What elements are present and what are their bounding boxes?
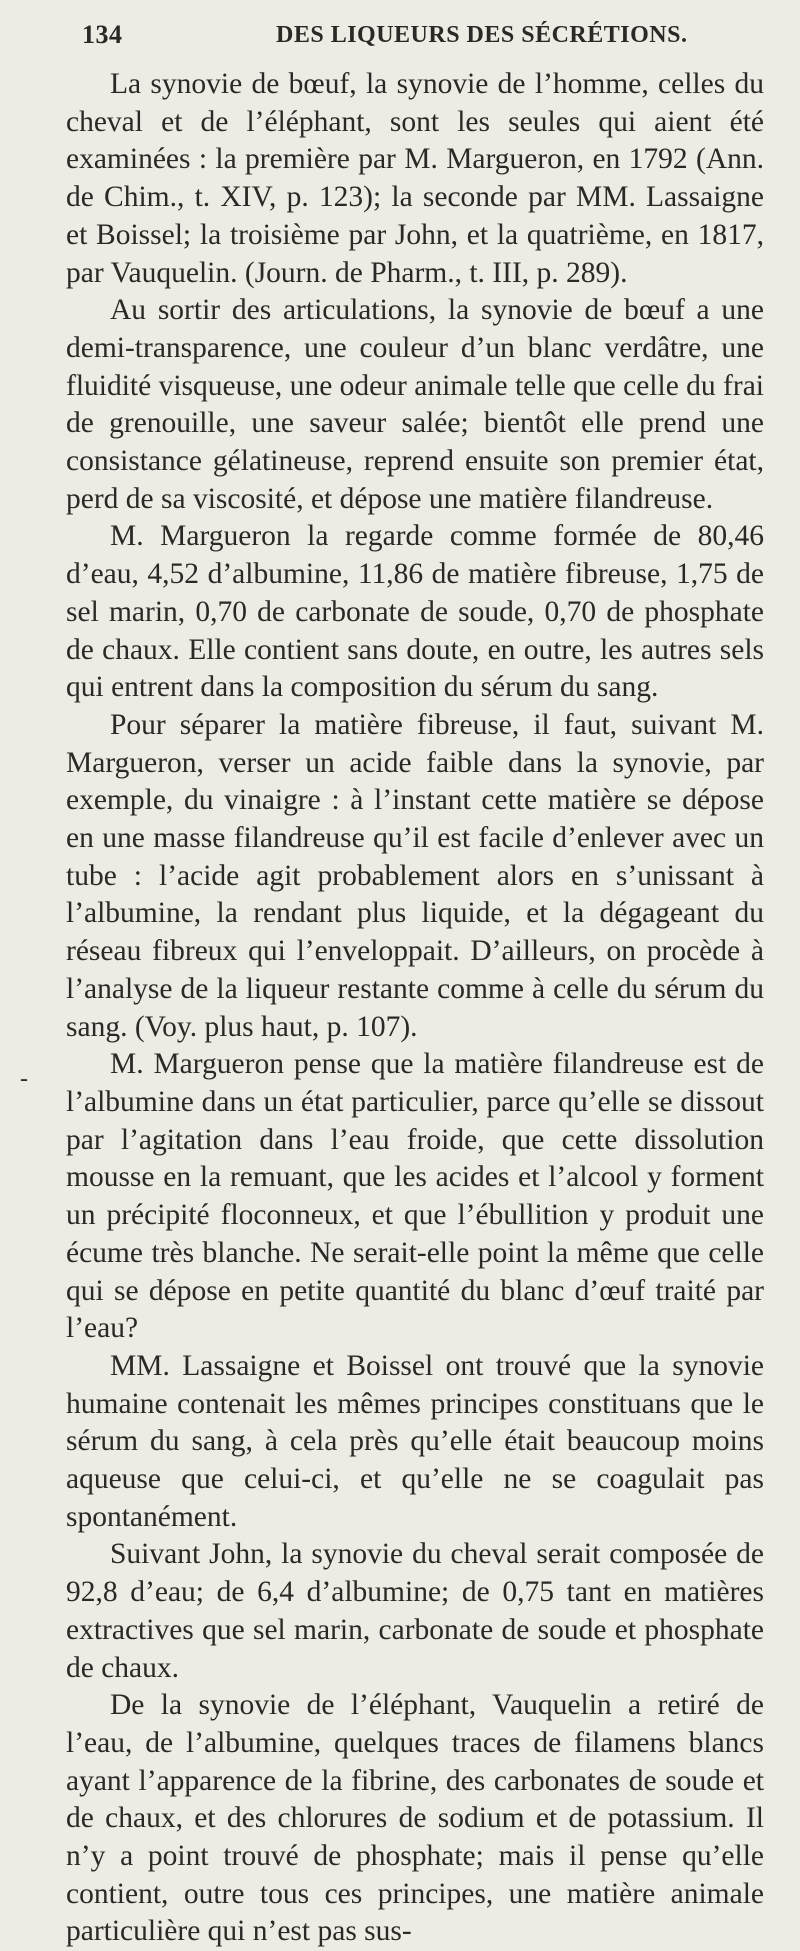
- page-number: 134: [82, 20, 123, 49]
- paragraph: De la synovie de l’éléphant, Vauquelin a retiré de l’eau, de l’albumine, quelques traces de filamens blancs ayant l’apparence de la fibrine, des carbonates de soude et de chaux, et des chlorures de sodium et de potassium. Il n’y a point trouvé de phosphate; mais il pense qu’elle contient, outre tous ces principes, une matière animale particulière qui n’est pas sus-: [66, 1689, 764, 1948]
- body-text: [66, 66, 764, 1951]
- paragraph: La synovie de bœuf, la synovie de l’homme, celles du cheval et de l’éléphant, sont les seules qui aient été examinées : la première par M. Margueron, en 1792 (Ann. de Chim., t. XIV, p. 123); la seconde par MM. Lassaigne et Boissel; la troisième par John, et la quatrième, en 1817, par Vauquelin. (Journ. de Pharm., t. III, p. 289).: [66, 68, 764, 289]
- book-page: [0, 20, 800, 1948]
- margin-mark: -: [20, 1066, 28, 1092]
- running-title: DES LIQUEURS DES SÉCRÉTIONS.: [276, 22, 688, 48]
- paragraph: MM. Lassaigne et Boissel ont trouvé que la synovie humaine contenait les mêmes principes constituans que le sérum du sang, à cela près qu’elle était beaucoup moins aqueuse que celui-ci, et qu’elle ne se coagulait pas spontanément.: [66, 1349, 764, 1533]
- paragraph: M. Margueron la regarde comme formée de 80,46 d’eau, 4,52 d’albumine, 11,86 de matière fibreuse, 1,75 de sel marin, 0,70 de carbonate de soude, 0,70 de phosphate de chaux. Elle contient sans doute, en outre, les autres sels qui entrent dans la composition du sérum du sang.: [66, 520, 764, 704]
- paragraph: Suivant John, la synovie du cheval serait composée de 92,8 d’eau; de 6,4 d’albumine; de 0,75 tant en matières extractives que sel marin, carbonate de soude et phosphate de chaux.: [66, 1538, 764, 1684]
- page-header: [66, 20, 764, 74]
- paragraph: M. Margueron pense que la matière filandreuse est de l’albumine dans un état particulier, parce qu’elle se dissout par l’agitation dans l’eau froide, que cette dissolution mousse en la remuant, que les acides et l’alcool y forment un précipité floconneux, et que l’ébullition y produit une écume très blanche. Ne serait-elle point la même que celle qui se dépose en petite quantité du blanc d’œuf traité par l’eau?: [66, 1048, 764, 1345]
- paragraph: Au sortir des articulations, la synovie de bœuf a une demi-transparence, une couleur d’un blanc verdâtre, une fluidité visqueuse, une odeur animale telle que celle du frai de grenouille, une saveur salée; bientôt elle prend une consistance gélatineuse, reprend ensuite son premier état, perd de sa viscosité, et dépose une matière filandreuse.: [66, 294, 764, 515]
- paragraph: Pour séparer la matière fibreuse, il faut, suivant M. Margueron, verser un acide faible dans la synovie, par exemple, du vinaigre : à l’instant cette matière se dépose en une masse filandreuse qu’il est facile d’enlever avec un tube : l’acide agit probablement alors en s’unissant à l’albumine, la rendant plus liquide, et la dégageant du réseau fibreux qui l’enveloppait. D’ailleurs, on procède à l’analyse de la liqueur restante comme à celle du sérum du sang. (Voy. plus haut, p. 107).: [66, 708, 764, 1043]
